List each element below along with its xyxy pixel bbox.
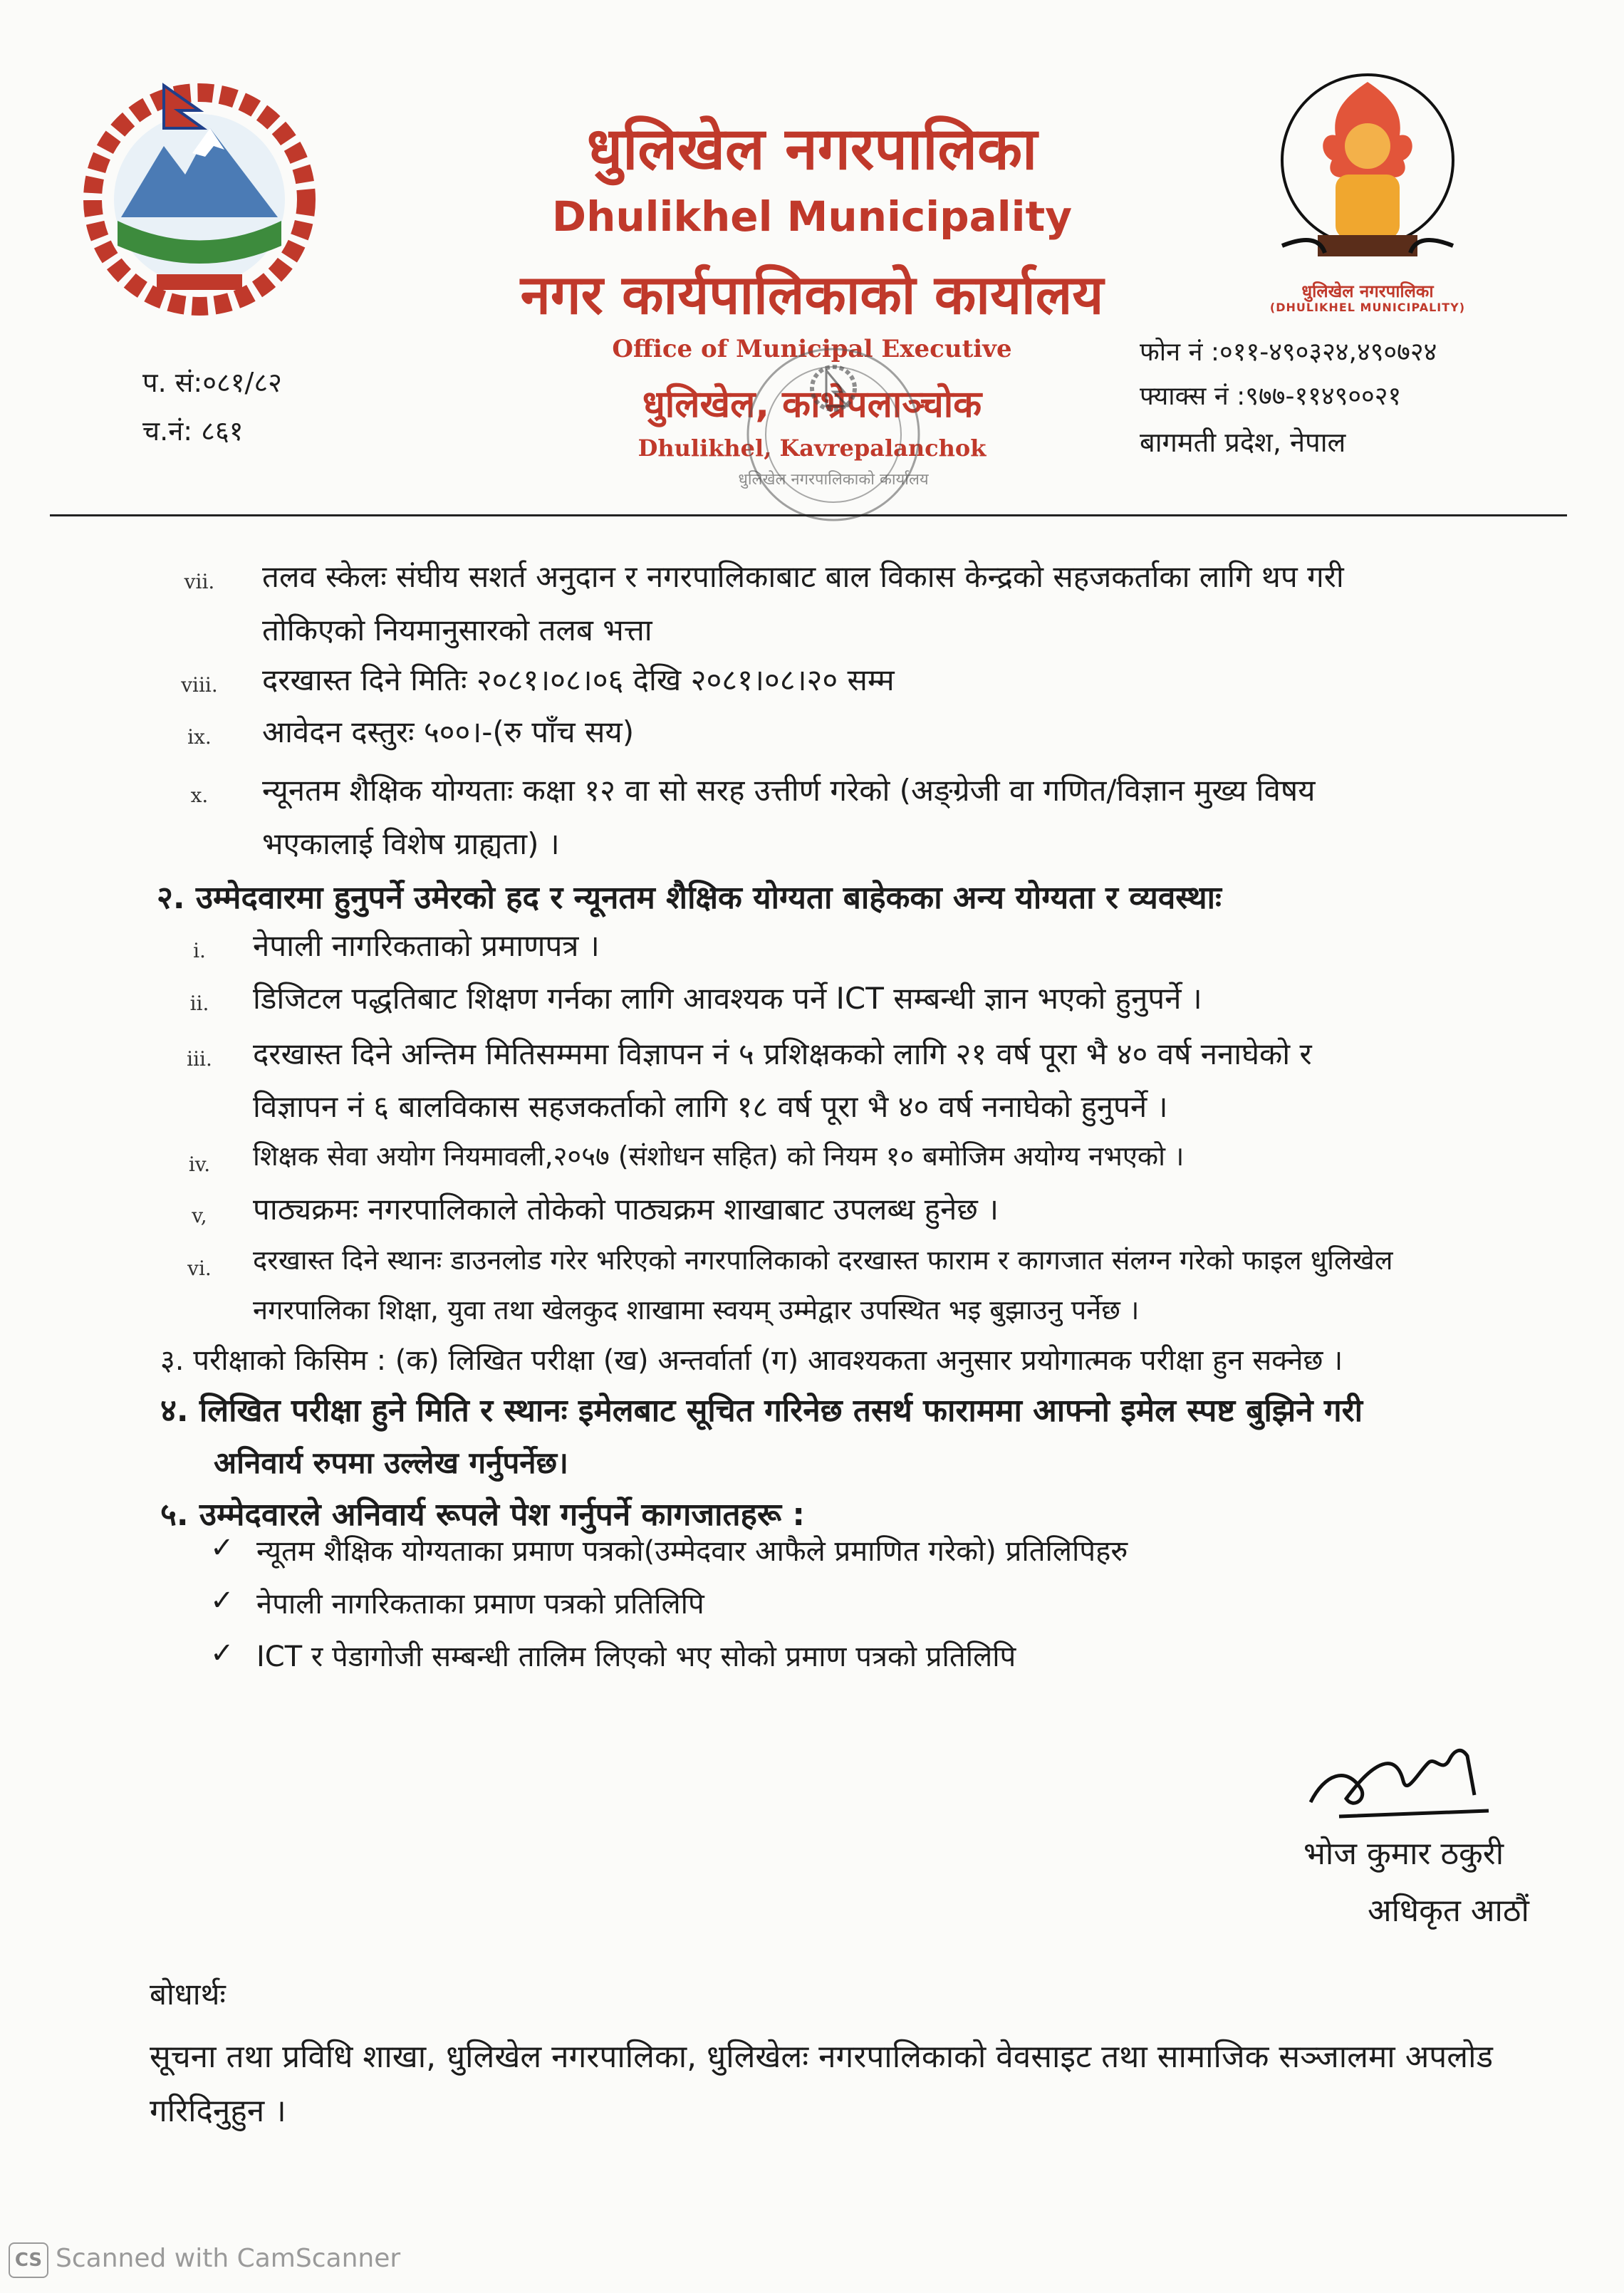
signatory-title: अधिकृत आठौं xyxy=(1368,1893,1529,1929)
section-5-heading: ५. उम्मेदवारले अनिवार्य रूपले पेश गर्नुपर्ने कागजातहरू : xyxy=(160,1497,806,1533)
section2-item-iv: शिक्षक सेवा अयोग नियमावली,२०५७ (संशोधन सहित) को नियम १० बमोजिम अयोग्य नभएको । xyxy=(253,1140,1185,1172)
province-address: बागमती प्रदेश, नेपाल xyxy=(1140,427,1346,458)
item-vii-line2: तोकिएको नियमानुसारको तलब भत्ता xyxy=(262,613,652,648)
reference-number: प. सं:०८१/८२ xyxy=(142,367,282,398)
office-name-english: Office of Municipal Executive xyxy=(612,335,1012,363)
item-ix-line1: आवेदन दस्तुरः ५००।-(रु पाँच सय) xyxy=(262,714,635,749)
section-2-heading: २. उम्मेदवारमा हुनुपर्ने उमेरको हद र न्यूनतम शैक्षिक योग्यता बाहेकका अन्य योग्यता र व्यवस्थाः xyxy=(157,880,1222,916)
section2-item-vi-line1: दरखास्त दिने स्थानः डाउनलोड गरेर भरिएको नगरपालिकाको दरखास्त फाराम र कागजात संलग्न गरेको फाइल धुलिखेल xyxy=(253,1244,1393,1276)
item-number: i. xyxy=(193,939,206,962)
dispatch-number: च.नं: ८६१ xyxy=(142,415,244,447)
required-doc-item: न्यूतम शैक्षिक योग्यताका प्रमाण पत्रको(उम्मेदवार आफैले प्रमाणित गरेको) प्रतिलिपिहरु xyxy=(256,1535,1128,1568)
section-4-line1: ४. लिखित परीक्षा हुने मिति र स्थानः इमेलबाट सूचित गरिनेछ तसर्थ फाराममा आफ्नो इमेल स्पष्ट बुझिने गरी xyxy=(160,1393,1363,1429)
item-number: v, xyxy=(192,1204,207,1227)
bodhartha-recipient: सूचना तथा प्रविधि शाखा, धुलिखेल नगरपालिका, धुलिखेलः नगरपालिकाको वेवसाइट तथा सामाजिक सञ्जालमा अपलोड गरिदिनुहुन । xyxy=(150,2039,1494,2129)
item-number: ix. xyxy=(187,725,212,749)
item-x-line1: न्यूनतम शैक्षिक योग्यताः कक्षा १२ वा सो सरह उत्तीर्ण गरेको (अङ्ग्रेजी वा गणित/विज्ञान मुख्य विषय xyxy=(262,773,1316,808)
section2-item-ii: डिजिटल पद्धतिबाट शिक्षण गर्नका लागि आवश्यक पर्ने ICT सम्बन्धी ज्ञान भएको हुनुपर्ने । xyxy=(253,981,1202,1016)
municipality-deity-logo xyxy=(1261,68,1474,281)
item-x-line2: भएकालाई विशेष ग्राह्यता) । xyxy=(262,826,560,861)
item-number: vii. xyxy=(184,570,215,593)
address-nepali: धुलिखेल, काभ्रेपलाञ्चोक xyxy=(642,383,982,426)
address-english: Dhulikhel, Kavrepalanchok xyxy=(637,435,987,462)
handwritten-signature xyxy=(1296,1731,1510,1831)
section2-item-iii-line1: दरखास्त दिने अन्तिम मितिसम्ममा विज्ञापन नं ५ प्रशिक्षकको लागि २१ वर्ष पूरा भै ४० वर्ष ननाघेको र xyxy=(253,1036,1312,1071)
stamp-text: धुलिखेल नगरपालिकाको कार्यालय xyxy=(738,471,929,489)
fax-number: फ्याक्स नं :९७७-११४९००२१ xyxy=(1140,382,1402,411)
header-divider xyxy=(50,514,1567,516)
phone-number: फोन नं :०११-४९०३२४,४९०७२४ xyxy=(1140,338,1437,367)
section-4-line2: अनिवार्य रुपमा उल्लेख गर्नुपर्नेछ। xyxy=(214,1445,568,1480)
nepal-emblem-logo xyxy=(78,61,321,331)
logo-caption-english: (DHULIKHEL MUNICIPALITY) xyxy=(1269,301,1466,314)
check-icon: ✓ xyxy=(210,1532,234,1564)
item-number: iii. xyxy=(187,1047,212,1071)
check-icon: ✓ xyxy=(210,1637,234,1670)
municipality-name-nepali: धुलिखेल नगरपालिका xyxy=(586,115,1038,183)
section2-item-v: पाठ्यक्रमः नगरपालिकाले तोकेको पाठ्यक्रम शाखाबाट उपलब्ध हुनेछ । xyxy=(253,1192,999,1227)
section2-item-vi-line2: नगरपालिका शिक्षा, युवा तथा खेलकुद शाखामा स्वयम् उम्मेद्वार उपस्थित भइ बुझाउनु पर्नेछ । xyxy=(253,1294,1140,1326)
required-doc-item: नेपाली नागरिकताका प्रमाण पत्रको प्रतिलिपि xyxy=(256,1588,704,1621)
office-name-nepali: नगर कार्यपालिकाको कार्यालय xyxy=(520,263,1104,326)
section-3-exam-type: ३. परीक्षाको किसिम : (क) लिखित परीक्षा (ख) अन्तर्वार्ता (ग) आवश्यकता अनुसार प्रयोगात्मक परीक्षा हुन सक्नेछ । xyxy=(160,1344,1343,1377)
signatory-name: भोज कुमार ठकुरी xyxy=(1303,1836,1504,1872)
logo-caption-nepali: धुलिखेल नगरपालिका xyxy=(1301,281,1434,301)
required-doc-item: ICT र पेडागोजी सम्बन्धी तालिम लिएको भए सोको प्रमाण पत्रको प्रतिलिपि xyxy=(256,1641,1016,1673)
item-number: vi. xyxy=(187,1257,212,1280)
item-vii-line1: तलव स्केलः संघीय सशर्त अनुदान र नगरपालिकाबाट बाल विकास केन्द्रको सहजकर्ताका लागि थप गरी xyxy=(262,559,1344,594)
section2-item-i: नेपाली नागरिकताको प्रमाणपत्र । xyxy=(253,928,600,963)
item-number: viii. xyxy=(181,673,218,697)
item-number: iv. xyxy=(188,1153,211,1176)
municipality-name-english: Dhulikhel Municipality xyxy=(551,192,1073,241)
item-number: x. xyxy=(190,784,209,807)
item-number: ii. xyxy=(189,992,209,1015)
section2-item-iii-line2: विज्ञापन नं ६ बालविकास सहजकर्ताको लागि १८ वर्ष पूरा भै ४० वर्ष ननाघेको हुनुपर्ने । xyxy=(253,1089,1168,1124)
check-icon: ✓ xyxy=(210,1584,234,1617)
bodhartha-label: बोधार्थः xyxy=(150,1977,226,2012)
item-viii-line1: दरखास्त दिने मितिः २०८१।०८।०६ देखि २०८१।०८।२० सम्म xyxy=(262,662,895,697)
official-stamp xyxy=(719,335,947,548)
camscanner-watermark: Scanned with CamScanner xyxy=(56,2244,401,2273)
camscanner-logo: CS xyxy=(9,2242,48,2278)
